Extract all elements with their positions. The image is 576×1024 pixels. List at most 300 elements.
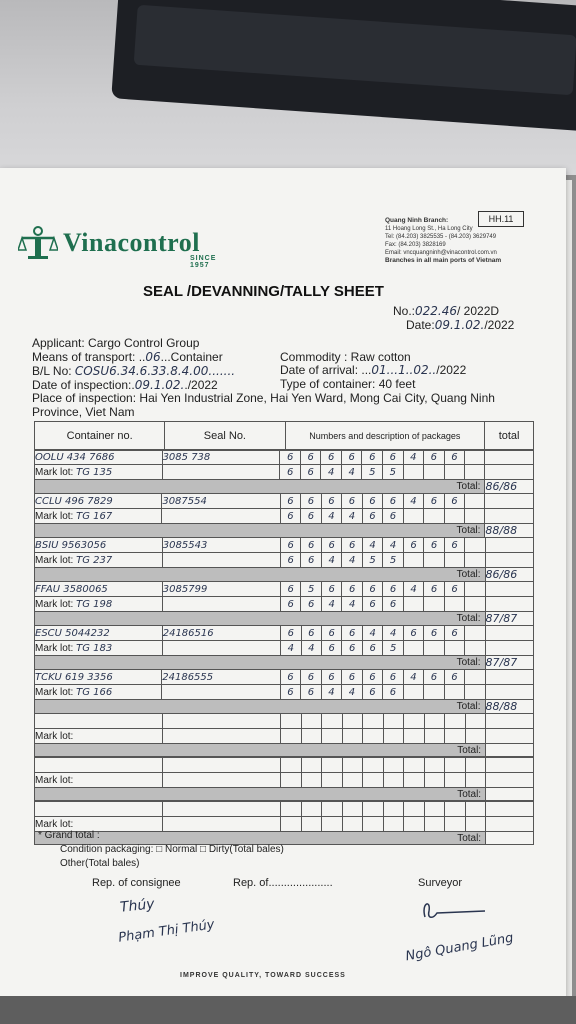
package-cell: 6: [301, 670, 322, 685]
header-container-no: Container no.: [35, 422, 165, 451]
seal-number: 24186555: [162, 670, 280, 685]
container-type: Type of container: 40 feet: [280, 377, 416, 391]
container-number: CCLU 496 7829: [35, 494, 162, 509]
seal-number: 3085543: [162, 538, 280, 553]
package-cell: [465, 729, 485, 744]
package-cell: 6: [383, 509, 404, 524]
date-value: 09.1.02.: [434, 318, 485, 332]
mark-lot: [35, 597, 163, 612]
package-cell: [445, 758, 465, 773]
mark-lot-label: Mark lot:: [35, 686, 74, 698]
package-cell: [301, 773, 321, 788]
mark-line: [35, 729, 534, 744]
seal-number: 3085799: [162, 582, 280, 597]
mark-lot: [35, 773, 163, 788]
total-label: Total:: [35, 832, 486, 845]
total-cell: [485, 626, 533, 641]
package-cell: [424, 465, 445, 480]
mark-lot-value: TG 198: [76, 598, 113, 610]
seal-number: [163, 758, 281, 773]
package-cell: [383, 817, 403, 832]
package-cell: [404, 714, 424, 729]
package-cell: 6: [280, 685, 301, 700]
package-cell: [363, 758, 383, 773]
arrival-value: 01...1..02..: [371, 363, 437, 377]
package-cell: 6: [341, 450, 362, 465]
mark-line: [35, 817, 534, 832]
package-cell: 6: [342, 626, 362, 641]
condition-packaging: Condition packaging: □ Normal □ Dirty(Total bales): [60, 844, 284, 855]
tally-row: [34, 669, 534, 714]
branch-address: 11 Hoang Long St., Ha Long City: [385, 226, 473, 232]
package-cell: 6: [301, 626, 321, 641]
date-suffix: /2022: [484, 318, 515, 332]
tally-row: [34, 625, 534, 670]
package-cell: 6: [300, 450, 321, 465]
tally-row: [34, 493, 534, 538]
package-cell: [342, 802, 362, 817]
package-cell: 6: [362, 582, 382, 597]
container-line: [35, 758, 534, 773]
tally-row-block: [34, 493, 534, 538]
package-cell: [465, 758, 485, 773]
package-cell: 6: [362, 670, 383, 685]
document-title: SEAL /DEVANNING/TALLY SHEET: [143, 283, 384, 300]
table-surface: [0, 996, 576, 1024]
mark-lot-value: TG 237: [76, 554, 113, 566]
package-cell: [301, 714, 321, 729]
package-cell: 4: [383, 626, 403, 641]
package-cell: [444, 553, 464, 568]
mark-lot-label: Mark lot:: [35, 730, 74, 742]
mark-lot-value: TG 166: [76, 686, 113, 698]
package-cell: [424, 729, 444, 744]
package-cell: [424, 641, 444, 656]
package-cell: 5: [362, 553, 382, 568]
package-cell: [301, 758, 321, 773]
inspection-suffix: ./2022: [184, 378, 218, 392]
package-cell: 4: [281, 641, 301, 656]
means-label: Means of transport: ..: [32, 350, 146, 364]
package-cell: 6: [383, 582, 403, 597]
total-value: [486, 788, 534, 801]
container-line: [35, 494, 534, 509]
package-cell: [403, 553, 423, 568]
total-label: Total:: [35, 656, 486, 670]
seal-number-2: [163, 817, 281, 832]
package-cell: [404, 802, 424, 817]
package-cell: [363, 817, 383, 832]
package-cell: [465, 509, 485, 524]
package-cell: 5: [383, 641, 403, 656]
mark-lot: [35, 553, 163, 568]
package-cell: 6: [383, 685, 404, 700]
total-label: Total:: [35, 612, 486, 626]
package-cell: 4: [321, 553, 341, 568]
package-cell: [465, 450, 485, 465]
date-of-arrival: [280, 363, 466, 377]
seal-number: [163, 714, 281, 729]
tally-row-block: [34, 581, 534, 626]
container-number: FFAU 3580065: [35, 582, 163, 597]
document-date: [406, 318, 514, 332]
total-cell: [485, 494, 534, 509]
seal-number-2: [162, 597, 280, 612]
package-cell: 6: [342, 494, 363, 509]
package-cell: [444, 685, 465, 700]
mark-lot-label: Mark lot:: [35, 774, 74, 786]
package-cell: 6: [301, 494, 322, 509]
package-cell: [322, 802, 342, 817]
commodity: Commodity : Raw cotton: [280, 350, 411, 364]
package-cell: [424, 758, 444, 773]
total-line: [35, 612, 534, 626]
arrival-label: Date of arrival: ...: [280, 363, 372, 377]
package-cell: [465, 714, 485, 729]
package-cell: [445, 729, 465, 744]
package-cell: [383, 802, 403, 817]
arrival-suffix: /2022: [436, 363, 467, 377]
header-total: total: [485, 422, 534, 451]
means-of-transport: [32, 350, 223, 364]
total-line: [35, 568, 534, 582]
package-cell: 4: [362, 538, 382, 553]
package-cell: [465, 802, 485, 817]
package-cell: [465, 494, 485, 509]
date-of-inspection: [32, 378, 218, 392]
total-label: Total:: [35, 480, 485, 494]
package-cell: [383, 714, 403, 729]
container-line: [35, 450, 534, 465]
mark-lot-label: Mark lot:: [35, 818, 74, 830]
form-code: HH.11: [478, 211, 524, 227]
package-cell: [342, 758, 362, 773]
total-line: [35, 480, 534, 494]
package-cell: 6: [444, 582, 464, 597]
seal-number-2: [162, 641, 280, 656]
package-cell: [404, 758, 424, 773]
package-cell: 6: [444, 538, 464, 553]
seal-number-2: [162, 465, 280, 480]
bl-number: [32, 364, 235, 378]
package-cell: 6: [424, 538, 444, 553]
package-cell: [424, 597, 444, 612]
total-label: Total:: [35, 524, 485, 538]
package-cell: 6: [444, 626, 464, 641]
package-cell: 6: [280, 670, 301, 685]
total-line: [35, 656, 534, 670]
package-cell: 6: [362, 597, 382, 612]
package-cell: 6: [444, 670, 465, 685]
tally-row: [34, 581, 534, 626]
container-line: [35, 802, 534, 817]
package-cell: 6: [280, 582, 300, 597]
no-value: 022.46: [415, 304, 458, 318]
package-cell: [465, 597, 485, 612]
means-suffix: ...Container: [160, 350, 223, 364]
package-cell: 5: [301, 582, 321, 597]
total-cell: [486, 817, 534, 832]
seal-number-2: [162, 509, 280, 524]
place-of-inspection-2: Province, Viet Nam: [32, 405, 135, 419]
package-cell: [445, 773, 465, 788]
package-cell: [444, 509, 465, 524]
package-cell: [383, 729, 403, 744]
total-label: Total:: [35, 700, 486, 714]
total-value: 88/88: [485, 524, 534, 538]
mark-lot-value: TG 135: [76, 466, 113, 478]
mark-lot-value: TG 183: [76, 642, 113, 654]
other-bales: Other(Total bales): [60, 858, 140, 869]
package-cell: [383, 773, 403, 788]
seal-number: 3085 738: [162, 450, 280, 465]
package-cell: [444, 465, 465, 480]
container-line: [35, 626, 534, 641]
total-value: 86/86: [485, 480, 534, 494]
package-cell: [281, 773, 301, 788]
no-label: No.:: [393, 304, 416, 318]
mark-line: [35, 465, 534, 480]
branch-tel: Tel: (84.203) 3825535 - (84.203) 3629749: [385, 234, 497, 240]
grand-total: * Grand total :: [38, 830, 100, 841]
total-cell: [485, 553, 533, 568]
package-cell: [403, 641, 423, 656]
inspection-label: Date of inspection:.: [32, 378, 135, 392]
package-cell: 6: [362, 509, 383, 524]
package-cell: [403, 465, 424, 480]
package-cell: [322, 758, 342, 773]
package-cell: [301, 729, 321, 744]
package-cell: 6: [321, 494, 342, 509]
package-cell: 6: [362, 450, 383, 465]
package-cell: 4: [403, 494, 424, 509]
total-label: Total:: [35, 744, 486, 757]
package-cell: 5: [383, 465, 404, 480]
total-cell: [486, 758, 534, 773]
container-line: [35, 714, 534, 729]
total-cell: [486, 773, 534, 788]
package-cell: 4: [341, 465, 362, 480]
package-cell: 6: [300, 465, 321, 480]
package-cell: [404, 773, 424, 788]
mark-lot-label: Mark lot:: [35, 466, 74, 478]
package-cell: 4: [321, 597, 341, 612]
package-cell: 6: [321, 670, 342, 685]
seal-number: [163, 802, 281, 817]
container-number: [35, 714, 163, 729]
tally-table: [34, 421, 534, 451]
total-line: [35, 700, 534, 714]
package-cell: 6: [424, 582, 444, 597]
package-cell: 6: [362, 685, 383, 700]
package-cell: 6: [362, 494, 383, 509]
mark-lot: [35, 641, 163, 656]
package-cell: 4: [321, 509, 342, 524]
consignee-signature: Thúy: [119, 896, 156, 916]
package-cell: 6: [444, 450, 465, 465]
package-cell: 6: [281, 626, 301, 641]
package-cell: 4: [403, 450, 424, 465]
bl-label: B/L No:: [32, 364, 75, 378]
package-cell: 6: [280, 553, 300, 568]
mark-lot: [35, 729, 163, 744]
package-cell: [363, 729, 383, 744]
package-cell: 6: [301, 597, 321, 612]
package-cell: [281, 817, 301, 832]
package-cell: [465, 641, 485, 656]
total-value: 88/88: [485, 700, 534, 714]
package-cell: 6: [301, 509, 322, 524]
package-cell: 6: [342, 538, 362, 553]
seal-number-2: [163, 729, 281, 744]
mark-line: [35, 509, 534, 524]
mark-lot-label: Mark lot:: [35, 510, 74, 522]
package-cell: [465, 685, 485, 700]
total-cell: [485, 509, 534, 524]
package-cell: [403, 597, 423, 612]
package-cell: 6: [322, 641, 342, 656]
bl-value: COSU6.34.6.33.8.4.00.......: [74, 364, 236, 378]
container-line: [35, 582, 534, 597]
rep-of-label: Rep. of.....................: [233, 877, 333, 889]
container-line: [35, 670, 534, 685]
package-cell: 6: [383, 597, 403, 612]
package-cell: [342, 773, 362, 788]
tally-row-block: [34, 713, 534, 757]
container-number: [35, 758, 163, 773]
package-cell: [424, 685, 445, 700]
logo-name: Vinacontrol: [63, 228, 200, 257]
package-cell: 4: [321, 465, 342, 480]
total-cell: [486, 802, 534, 817]
no-suffix: / 2022D: [457, 304, 500, 318]
container-number: OOLU 434 7686: [35, 450, 163, 465]
package-cell: [465, 553, 485, 568]
applicant: Applicant: Cargo Control Group: [32, 336, 200, 350]
package-cell: 6: [280, 450, 301, 465]
package-cell: 6: [403, 538, 423, 553]
package-cell: [465, 773, 485, 788]
place-of-inspection: Place of inspection: Hai Yen Industrial Zone, Hai Yen Ward, Mong Cai City, Quang Ninh: [32, 391, 495, 405]
tally-row-block: [34, 537, 534, 582]
branch-email: Email: vncquangninh@vinacontrol.com.vn: [385, 250, 497, 256]
package-cell: [404, 817, 424, 832]
package-cell: 6: [383, 494, 404, 509]
seal-number-2: [163, 773, 281, 788]
total-cell: [485, 597, 533, 612]
total-label: Total:: [35, 568, 486, 582]
package-cell: [322, 714, 342, 729]
tally-row-block: [34, 449, 534, 494]
package-cell: [342, 714, 362, 729]
tally-row-block: [34, 801, 534, 845]
package-cell: 5: [362, 465, 383, 480]
package-cell: 6: [424, 494, 445, 509]
package-cell: [465, 465, 485, 480]
branch-fax: Fax: (84.203) 3828169: [385, 242, 446, 248]
package-cell: [322, 729, 342, 744]
total-line: [35, 788, 534, 801]
package-cell: 6: [322, 626, 342, 641]
package-cell: [363, 773, 383, 788]
mark-lot: [35, 465, 163, 480]
package-cell: [281, 729, 301, 744]
branch-name: Quang Ninh Branch:: [385, 217, 449, 224]
header-packages: Numbers and description of packages: [285, 422, 485, 451]
tally-row: [34, 449, 534, 494]
package-cell: [424, 509, 445, 524]
package-cell: [465, 670, 485, 685]
means-value: 06: [145, 350, 161, 364]
total-line: [35, 524, 534, 538]
total-cell: [486, 729, 534, 744]
surveyor-label: Surveyor: [418, 877, 463, 889]
package-cell: 4: [321, 685, 342, 700]
package-cell: [465, 582, 485, 597]
mark-lot: [35, 509, 162, 524]
package-cell: 6: [301, 538, 321, 553]
package-cell: [383, 758, 403, 773]
surveyor-signature-mark: [415, 895, 495, 925]
package-cell: 6: [342, 641, 362, 656]
package-cell: 4: [362, 626, 382, 641]
tally-row-block: [34, 757, 534, 801]
package-cell: [403, 685, 424, 700]
tally-row-block: [34, 669, 534, 714]
container-line: [35, 538, 534, 553]
package-cell: [424, 553, 444, 568]
package-cell: 6: [342, 670, 363, 685]
package-cell: [445, 817, 465, 832]
total-value: 87/87: [485, 612, 533, 626]
tally-row: [34, 801, 534, 845]
total-cell: [485, 465, 534, 480]
seal-number: 24186516: [162, 626, 280, 641]
vinacontrol-logo: [18, 224, 228, 269]
package-cell: [465, 538, 485, 553]
mark-line: [35, 597, 534, 612]
branch-note: Branches in all main ports of Vietnam: [385, 257, 502, 264]
package-cell: 6: [342, 582, 362, 597]
package-cell: 4: [342, 553, 362, 568]
package-cell: 4: [342, 597, 362, 612]
package-cell: [281, 802, 301, 817]
seal-number: 3087554: [162, 494, 280, 509]
package-cell: 4: [383, 538, 403, 553]
package-cell: [342, 817, 362, 832]
total-cell: [486, 714, 534, 729]
tally-row-block: [34, 625, 534, 670]
rep-consignee-label: Rep. of consignee: [92, 877, 181, 889]
branch-info: [385, 217, 545, 265]
table-header-row: [35, 422, 534, 451]
logo-since: SINCE 1957: [190, 255, 217, 269]
package-cell: [403, 509, 424, 524]
package-cell: [363, 802, 383, 817]
total-cell: [485, 641, 533, 656]
mark-lot-value: TG 167: [76, 510, 113, 522]
mark-lot: [35, 685, 162, 700]
package-cell: 6: [362, 641, 382, 656]
mark-lot-label: Mark lot:: [35, 642, 74, 654]
package-cell: 6: [321, 538, 341, 553]
tally-row: [34, 757, 534, 801]
package-cell: 6: [280, 538, 300, 553]
package-cell: 4: [403, 582, 423, 597]
package-cell: [465, 817, 485, 832]
package-cell: 6: [403, 626, 423, 641]
mark-line: [35, 553, 534, 568]
